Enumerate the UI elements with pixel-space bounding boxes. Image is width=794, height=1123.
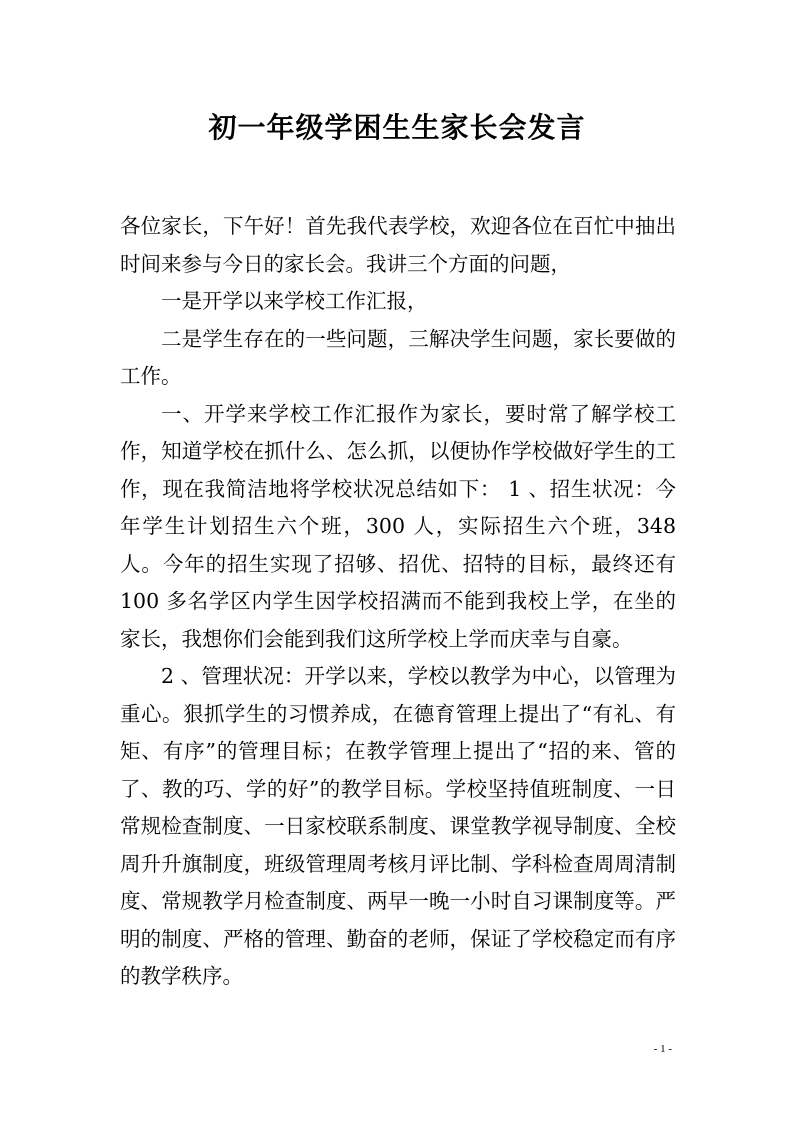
paragraph-greeting: 各位家长，下午好！首先我代表学校，欢迎各位在百忙中抽出时间来参与今日的家长会。我讲三个方面的问题， bbox=[120, 214, 676, 276]
document-body bbox=[120, 208, 676, 996]
paragraph-point-one: 一是开学以来学校工作汇报， bbox=[161, 289, 428, 313]
paragraph-management: 2 、管理状况：开学以来，学校以教学为中心，以管理为重心。狠抓学生的习惯养成，在德育管理上提出了“有礼、有矩、有序”的管理目标；在教学管理上提出了“招的来、管的了、教的巧、学的好”的教学目标。学校坚持值班制度、一日常规检查制度、一日家校联系制度、课堂教学视导制度、全校周升升旗制度，班级管理周考核月评比制、学科检查周周清制度、常规教学月检查制度、两早一晚一小时自习课制度等。严明的制度、严格的管理、勤奋的老师，保证了学校稳定而有序的教学秩序。 bbox=[120, 664, 676, 988]
paragraph-point-two: 二是学生存在的一些问题，三解决学生问题，家长要做的工作。 bbox=[120, 326, 676, 388]
document-title: 初一年级学困生生家长会发言 bbox=[208, 111, 586, 144]
page-number: - 1 - bbox=[653, 1043, 672, 1055]
paragraph-work-report: 一、开学来学校工作汇报作为家长，要时常了解学校工作，知道学校在抓什么、怎么抓，以便协作学校做好学生的工作，现在我简洁地将学校状况总结如下： 1 、招生状况：今年学生计划招生六个班，300 人，实际招生六个班，348 人。今年的招生实现了招够、招优、招特的目标，最终还有 100 多名学区内学生因学校招满而不能到我校上学，在坐的家长，我想你们会能到我们这所学校上学而庆幸与自豪。 bbox=[120, 401, 676, 651]
